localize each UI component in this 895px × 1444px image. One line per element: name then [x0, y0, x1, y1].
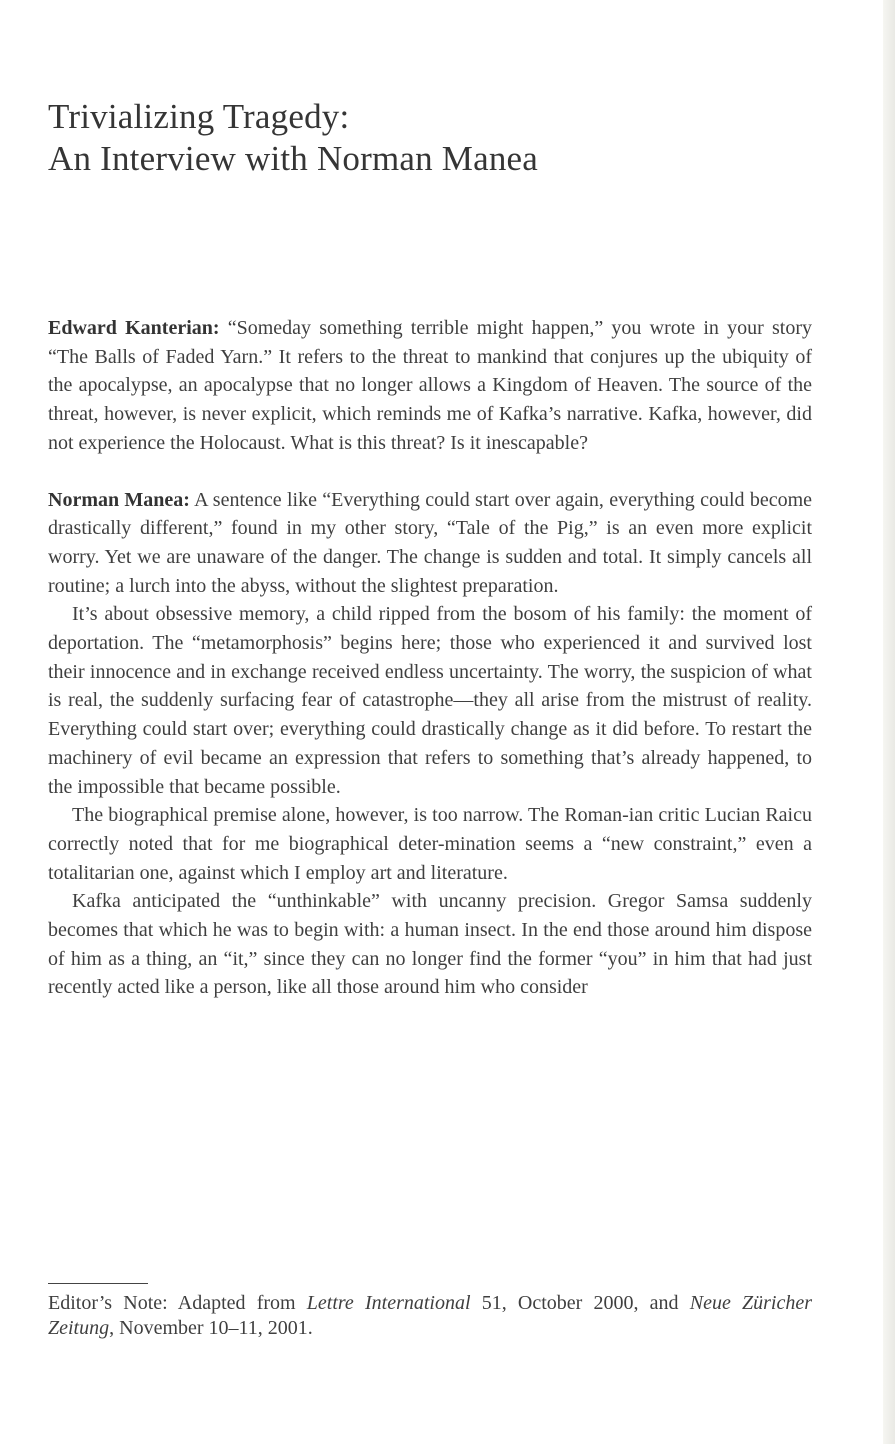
speaker-label: Edward Kanterian:	[48, 317, 220, 339]
paragraph-text: “Someday something terrible might happen,” you wrote in your story “The Balls of Faded Yarn.” It refers to the threat to mankind that conjures up the ubiquity of the apocalypse, an apocalypse that no longer allows a Kingdom of Heaven. The source of the threat, however, is never explicit, which reminds me of Kafka’s narrative. Kafka, however, did not experience the Holocaust. What is this threat? Is it inescapable?	[48, 317, 812, 454]
footnote-source-1: Lettre International	[306, 1292, 471, 1314]
paragraph-memory: It’s about obsessive memory, a child ripped from the bosom of his family: the moment of deportation. The “metamorphosis” begins here; those who experienced it and survived lost their innocence and in exchange received endless uncertainty. The worry, the suspicion of what is real, the suddenly surfacing fear of catastrophe—they all arise from the mistrust of reality. Everything could start over; everything could drastically change as it did before. To restart the machinery of evil became an expression that refers to something that’s already happened, to the impossible that became possible.	[48, 603, 812, 798]
paragraph-kanterian-question	[48, 314, 812, 458]
footnote-divider	[48, 1283, 148, 1284]
paragraph-text: A sentence like “Everything could start over again, everything could become drastically different,” found in my other story, “Tale of the Pig,” is an even more explicit worry. Yet we are unaware of the danger. The change is sudden and total. It simply cancels all routine; a lurch into the abyss, without the slightest preparation.	[48, 488, 813, 597]
paragraph-kafka: Kafka anticipated the “unthinkable” with uncanny precision. Gregor Samsa suddenly becomes that which he was to begin with: a human insect. In the end those around him dispose of him as a thing, an “it,” since they can no longer find the former “you” in him that had just recently acted like a person, like all those around him who consider	[48, 890, 812, 999]
editors-note	[48, 1291, 812, 1341]
speaker-label: Norman Manea:	[48, 488, 190, 511]
footnote-text	[48, 1291, 812, 1341]
title-line-2: An Interview with Norman Manea	[48, 139, 539, 178]
paragraph-manea-answer	[48, 486, 812, 601]
title-block	[48, 96, 812, 180]
paragraph-biographical: The biographical premise alone, however, is too narrow. The Roman-ian critic Lucian Raicu correctly noted that for me biographical deter-mination seems a “new constraint,” even a totalitarian one, against which I employ art and literature.	[48, 804, 812, 884]
interview-body	[48, 314, 812, 1002]
page-title	[48, 96, 812, 180]
title-line-1: Trivializing Tragedy:	[48, 97, 350, 136]
footnote-mid: 51, October 2000, and	[470, 1292, 690, 1314]
footnote-source-2: Neue Züricher Zeitung	[48, 1292, 813, 1339]
footnote-suffix: , November 10–11, 2001.	[109, 1317, 313, 1339]
footnote-prefix: Editor’s Note: Adapted from	[48, 1292, 307, 1314]
page-edge-shadow	[883, 0, 895, 1444]
